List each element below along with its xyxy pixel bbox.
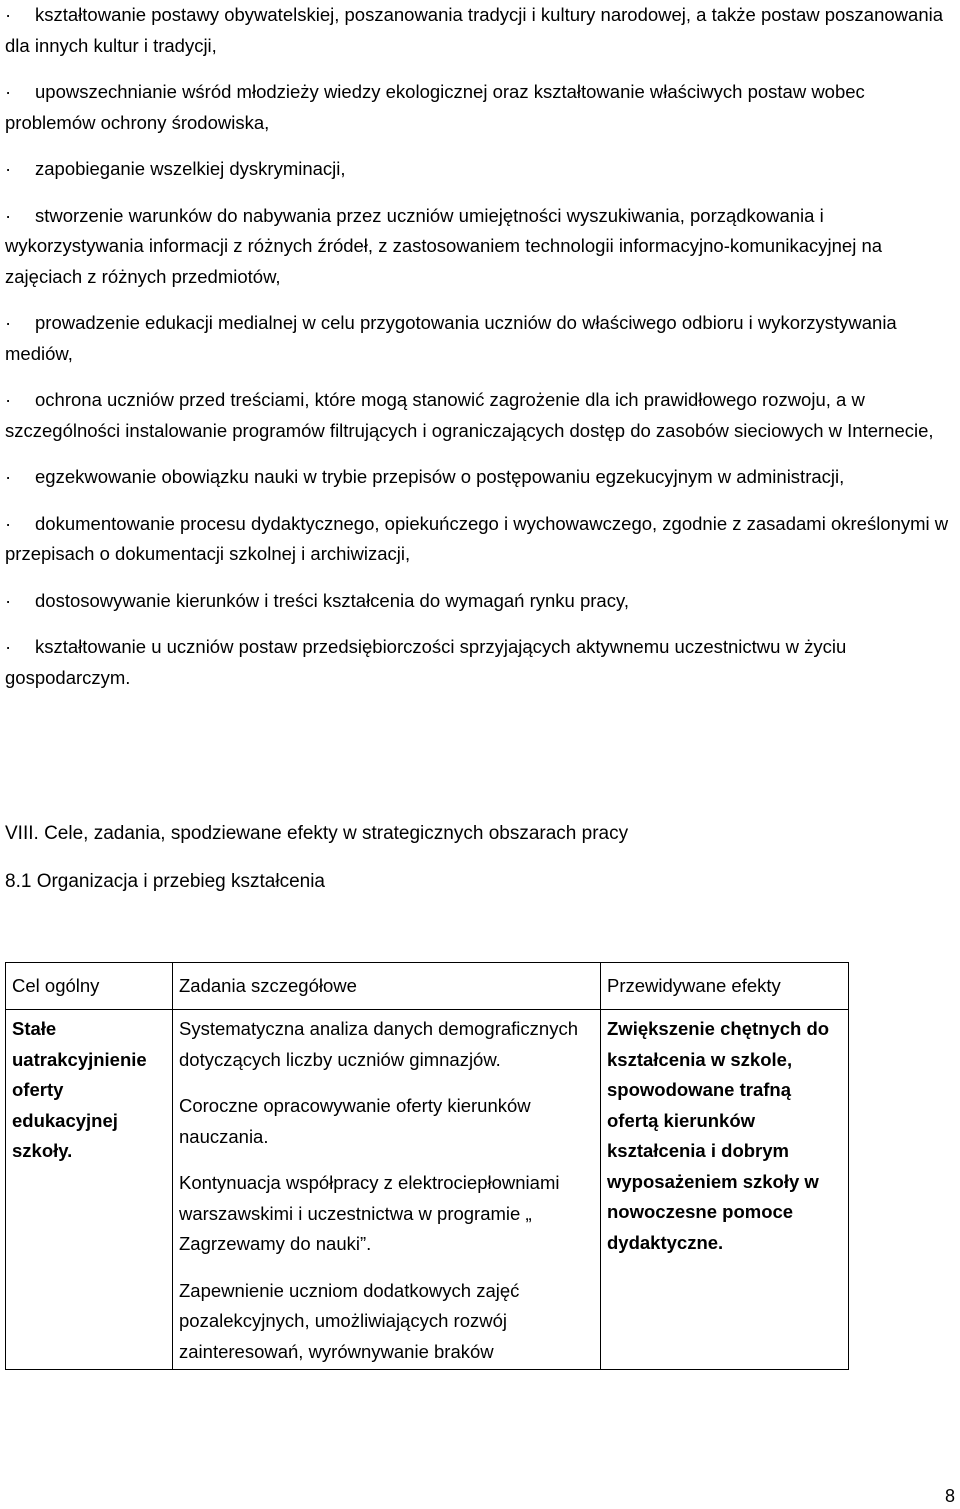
bullet-dot: · bbox=[5, 312, 12, 333]
task-item: Systematyczna analiza danych demograficznych dotyczących liczby uczniów gimnazjów. bbox=[179, 1018, 578, 1070]
column-header-tasks: Zadania szczegółowe bbox=[173, 963, 601, 1010]
column-header-effects: Przewidywane efekty bbox=[601, 963, 849, 1010]
list-item: · dostosowywanie kierunków i treści kształcenia do wymagań rynku pracy, bbox=[5, 586, 955, 617]
bullet-dot: · bbox=[5, 589, 12, 611]
section-heading: VIII. Cele, zadania, spodziewane efekty w strategicznych obszarach pracy bbox=[5, 823, 629, 844]
tasks-cell bbox=[173, 1010, 601, 1370]
bullet-list bbox=[5, 0, 955, 709]
subsection-heading: 8.1 Organizacja i przebieg kształcenia bbox=[5, 871, 326, 892]
page-number: 8 bbox=[944, 1486, 955, 1506]
goals-table bbox=[5, 962, 849, 1370]
list-item: · kształtowanie u uczniów postaw przedsiębiorczości sprzyjających aktywnemu uczestnictwu w życiu gospodarczym. bbox=[5, 632, 955, 693]
bullet-dot: · bbox=[5, 81, 12, 102]
list-item: · upowszechnianie wśród młodzieży wiedzy ekologicznej oraz kształtowanie właściwych postaw wobec problemów ochrony środowiska, bbox=[5, 77, 955, 138]
list-item: · dokumentowanie procesu dydaktycznego, opiekuńczego i wychowawczego, zgodnie z zasadami określonymi w przepisach o dokumentacji szkolnej i archiwizacji, bbox=[5, 509, 955, 570]
list-item: · egzekwowanie obowiązku nauki w trybie przepisów o postępowaniu egzekucyjnym w administracji, bbox=[5, 462, 955, 493]
list-item: · prowadzenie edukacji medialnej w celu przygotowania uczniów do właściwego odbioru i wykorzystywania mediów, bbox=[5, 308, 955, 369]
table-header-row bbox=[6, 963, 849, 1010]
bullet-dot: · bbox=[5, 158, 12, 179]
task-item: Zapewnienie uczniom dodatkowych zajęć pozalekcyjnych, umożliwiających rozwój zainteresowań, wyrównywanie braków bbox=[179, 1279, 520, 1362]
bullet-dot: · bbox=[5, 512, 12, 534]
expected-effects-cell: Zwiększenie chętnych do kształcenia w szkole, spowodowane trafną ofertą kierunków kształcenia i dobrym wyposażeniem szkoły w nowoczesne pomoce dydaktyczne. bbox=[601, 1010, 849, 1370]
list-item: · kształtowanie postawy obywatelskiej, poszanowania tradycji i kultury narodowej, a także postaw poszanowania dla innych kultur i tradycji, bbox=[5, 0, 955, 61]
table-row bbox=[6, 1010, 849, 1370]
bullet-dot: · bbox=[5, 4, 12, 25]
column-header-general-goal: Cel ogólny bbox=[6, 963, 173, 1010]
bullet-dot: · bbox=[5, 466, 12, 487]
task-item: Kontynuacja współpracy z elektrociepłowniami warszawskimi i uczestnictwa w programie „ Zagrzewamy do nauki”. bbox=[179, 1172, 560, 1254]
bullet-dot: · bbox=[5, 389, 12, 410]
general-goal-cell: Stałe uatrakcyjnienie oferty edukacyjnej szkoły. bbox=[6, 1010, 173, 1370]
list-item: · stworzenie warunków do nabywania przez uczniów umiejętności wyszukiwania, porządkowania i wykorzystywania informacji z różnych źródeł, z zastosowaniem technologii informacyjno-komunikacyjnej na zajęciach z różnych przedmiotów, bbox=[5, 201, 955, 293]
task-item: Coroczne opracowywanie oferty kierunków nauczania. bbox=[179, 1095, 531, 1147]
list-item: · zapobieganie wszelkiej dyskryminacji, bbox=[5, 154, 955, 185]
bullet-dot: · bbox=[5, 204, 12, 226]
bullet-dot: · bbox=[5, 636, 12, 657]
list-item: · ochrona uczniów przed treściami, które mogą stanowić zagrożenie dla ich prawidłowego rozwoju, a w szczególności instalowanie programów filtrujących i ograniczających dostęp do zasobów sieciowych w Internecie, bbox=[5, 385, 955, 446]
